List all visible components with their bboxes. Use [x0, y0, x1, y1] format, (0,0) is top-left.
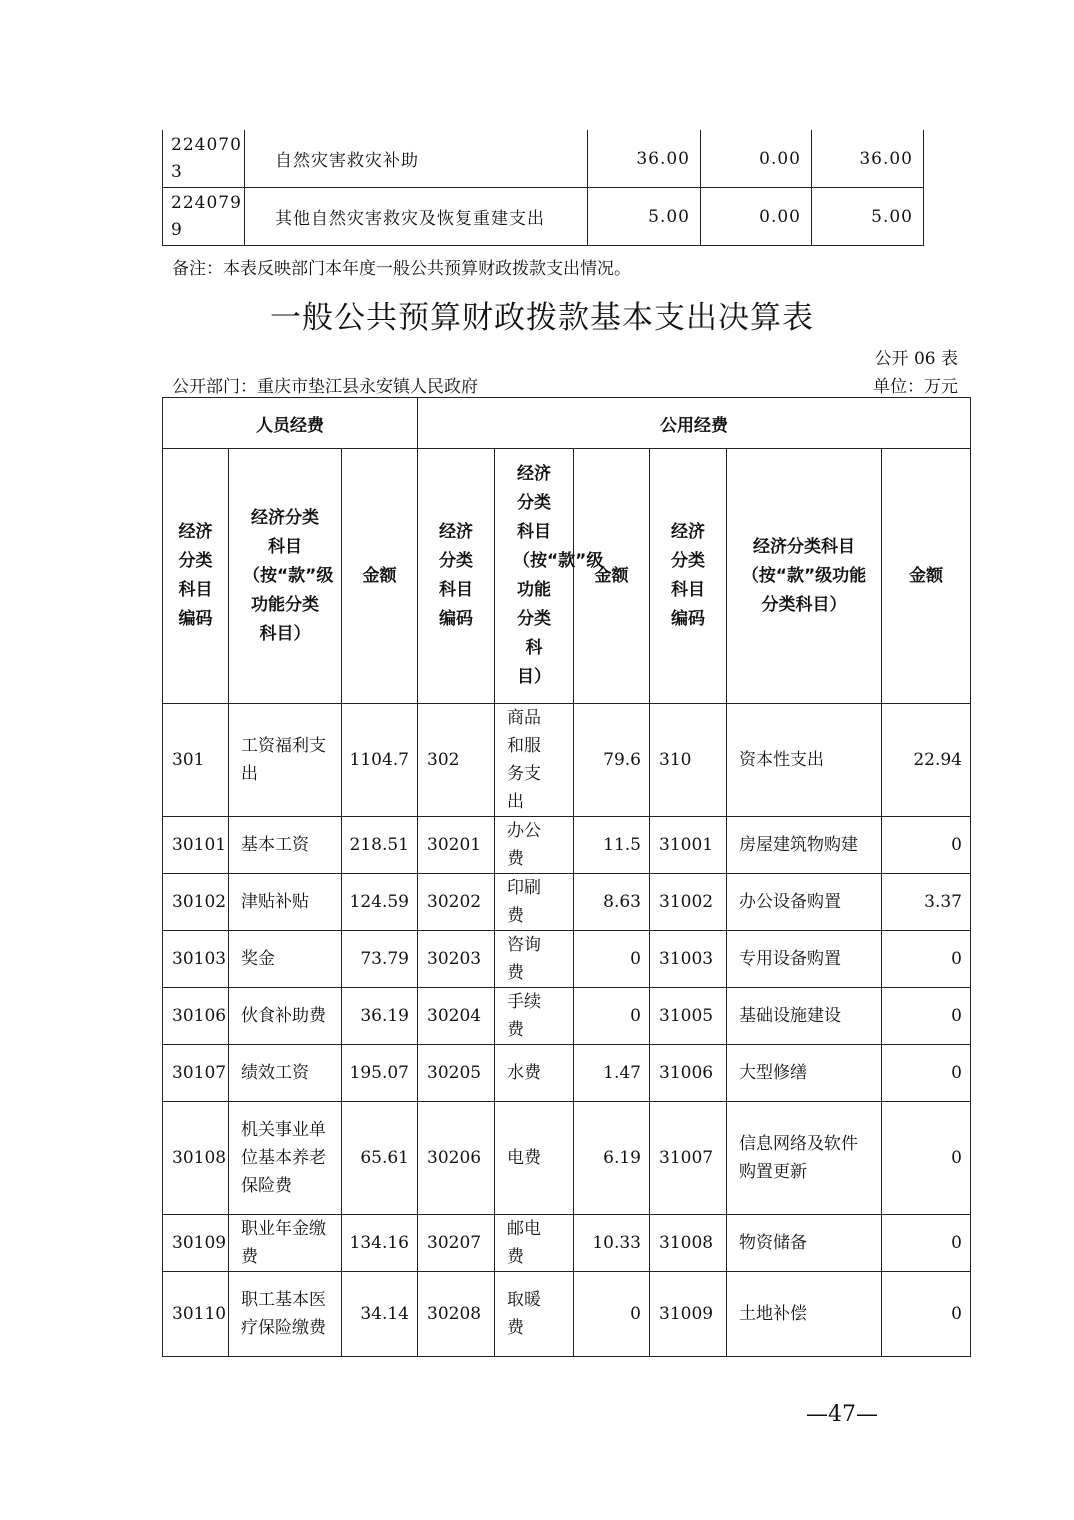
capital-code: 31005 — [650, 988, 727, 1045]
col-header-code: 经济分类科目编码 — [650, 449, 727, 704]
personnel-name: 绩效工资 — [229, 1045, 342, 1102]
project-amount: 36.00 — [812, 130, 924, 188]
capital-name: 土地补偿 — [727, 1272, 882, 1357]
col-header-name: 经济分类科目（按“款”级功能分类科目） — [229, 449, 342, 704]
personnel-amount: 218.51 — [342, 817, 418, 874]
personnel-amount: 36.19 — [342, 988, 418, 1045]
public-code: 302 — [418, 704, 495, 817]
table-row — [163, 1045, 971, 1102]
capital-name: 大型修缮 — [727, 1045, 882, 1102]
personnel-name: 职工基本医疗保险缴费 — [229, 1272, 342, 1357]
basic-expenditure-table — [162, 397, 971, 1357]
capital-name: 房屋建筑物购建 — [727, 817, 882, 874]
col-header-amount: 金额 — [882, 449, 971, 704]
public-code: 30202 — [418, 874, 495, 931]
public-code: 30208 — [418, 1272, 495, 1357]
total-amount: 36.00 — [588, 130, 701, 188]
capital-amount: 0 — [882, 931, 971, 988]
group-header-personnel: 人员经费 — [163, 398, 418, 449]
public-amount: 10.33 — [574, 1215, 650, 1272]
col-header-code: 经济分类科目编码 — [418, 449, 495, 704]
capital-name: 资本性支出 — [727, 704, 882, 817]
capital-code: 31006 — [650, 1045, 727, 1102]
public-name: 办公费 — [495, 817, 574, 874]
table-row — [163, 704, 971, 817]
public-name: 手续费 — [495, 988, 574, 1045]
col-header-code: 经济分类科目编码 — [163, 449, 229, 704]
unit-label: 单位：万元 — [873, 377, 958, 397]
table-row — [163, 988, 971, 1045]
capital-amount: 0 — [882, 1272, 971, 1357]
personnel-code: 30101 — [163, 817, 229, 874]
public-amount: 11.5 — [574, 817, 650, 874]
public-amount: 0 — [574, 1272, 650, 1357]
public-name: 印刷费 — [495, 874, 574, 931]
capital-amount: 0 — [882, 988, 971, 1045]
capital-name: 基础设施建设 — [727, 988, 882, 1045]
top-table-row — [163, 130, 924, 188]
public-code: 30207 — [418, 1215, 495, 1272]
public-code: 30201 — [418, 817, 495, 874]
personnel-code: 30107 — [163, 1045, 229, 1102]
public-amount: 0 — [574, 988, 650, 1045]
personnel-code: 30108 — [163, 1102, 229, 1215]
public-name: 电费 — [495, 1102, 574, 1215]
item-code: 2240703 — [163, 130, 245, 188]
personnel-name: 工资福利支出 — [229, 704, 342, 817]
public-code: 30206 — [418, 1102, 495, 1215]
capital-name: 专用设备购置 — [727, 931, 882, 988]
top-continuation-table — [162, 130, 924, 246]
basic-amount: 0.00 — [701, 130, 812, 188]
department-label: 公开部门：重庆市垫江县永安镇人民政府 — [172, 377, 478, 397]
capital-amount: 22.94 — [882, 704, 971, 817]
public-amount: 6.19 — [574, 1102, 650, 1215]
capital-name: 办公设备购置 — [727, 874, 882, 931]
public-name: 水费 — [495, 1045, 574, 1102]
personnel-code: 30106 — [163, 988, 229, 1045]
capital-name: 信息网络及软件购置更新 — [727, 1102, 882, 1215]
capital-code: 31001 — [650, 817, 727, 874]
table-remark: 备注：本表反映部门本年度一般公共预算财政拨款支出情况。 — [172, 259, 631, 279]
personnel-amount: 124.59 — [342, 874, 418, 931]
personnel-code: 30110 — [163, 1272, 229, 1357]
personnel-amount: 134.16 — [342, 1215, 418, 1272]
table-row — [163, 931, 971, 988]
public-code: 30204 — [418, 988, 495, 1045]
col-header-amount: 金额 — [342, 449, 418, 704]
main-table-body — [163, 704, 971, 1357]
public-code: 30203 — [418, 931, 495, 988]
table-row — [163, 1272, 971, 1357]
col-header-name: 经济分类科目（按“款”级功能分类科目） — [495, 449, 574, 704]
page-number: —47— — [806, 1402, 878, 1427]
table-row — [163, 1102, 971, 1215]
personnel-amount: 1104.7 — [342, 704, 418, 817]
personnel-code: 30109 — [163, 1215, 229, 1272]
group-header-public: 公用经费 — [418, 398, 971, 449]
table-number: 公开 06 表 — [874, 349, 958, 369]
item-name: 自然灾害救灾补助 — [245, 130, 588, 188]
capital-amount: 3.37 — [882, 874, 971, 931]
item-code: 2240799 — [163, 188, 245, 246]
public-name: 咨询费 — [495, 931, 574, 988]
table-row — [163, 1215, 971, 1272]
total-amount: 5.00 — [588, 188, 701, 246]
capital-amount: 0 — [882, 1215, 971, 1272]
capital-code: 31007 — [650, 1102, 727, 1215]
personnel-name: 机关事业单位基本养老保险费 — [229, 1102, 342, 1215]
personnel-name: 基本工资 — [229, 817, 342, 874]
public-code: 30205 — [418, 1045, 495, 1102]
personnel-amount: 195.07 — [342, 1045, 418, 1102]
public-amount: 8.63 — [574, 874, 650, 931]
capital-amount: 0 — [882, 817, 971, 874]
top-table-row — [163, 188, 924, 246]
page-title: 一般公共预算财政拨款基本支出决算表 — [270, 300, 814, 336]
personnel-amount: 65.61 — [342, 1102, 418, 1215]
capital-amount: 0 — [882, 1102, 971, 1215]
capital-code: 310 — [650, 704, 727, 817]
capital-amount: 0 — [882, 1045, 971, 1102]
personnel-code: 30102 — [163, 874, 229, 931]
col-header-amount: 金额 — [574, 449, 650, 704]
personnel-name: 职业年金缴费 — [229, 1215, 342, 1272]
capital-code: 31008 — [650, 1215, 727, 1272]
capital-code: 31002 — [650, 874, 727, 931]
personnel-name: 奖金 — [229, 931, 342, 988]
personnel-amount: 73.79 — [342, 931, 418, 988]
public-amount: 0 — [574, 931, 650, 988]
item-name: 其他自然灾害救灾及恢复重建支出 — [245, 188, 588, 246]
public-amount: 1.47 — [574, 1045, 650, 1102]
basic-amount: 0.00 — [701, 188, 812, 246]
table-row — [163, 817, 971, 874]
personnel-name: 伙食补助费 — [229, 988, 342, 1045]
personnel-code: 30103 — [163, 931, 229, 988]
personnel-amount: 34.14 — [342, 1272, 418, 1357]
project-amount: 5.00 — [812, 188, 924, 246]
public-name: 商品和服务支出 — [495, 704, 574, 817]
personnel-code: 301 — [163, 704, 229, 817]
capital-code: 31009 — [650, 1272, 727, 1357]
col-header-name: 经济分类科目（按“款”级功能分类科目） — [727, 449, 882, 704]
personnel-name: 津贴补贴 — [229, 874, 342, 931]
public-amount: 79.6 — [574, 704, 650, 817]
capital-name: 物资储备 — [727, 1215, 882, 1272]
public-name: 邮电费 — [495, 1215, 574, 1272]
capital-code: 31003 — [650, 931, 727, 988]
top-table-body — [163, 130, 924, 246]
public-name: 取暖费 — [495, 1272, 574, 1357]
table-row — [163, 874, 971, 931]
